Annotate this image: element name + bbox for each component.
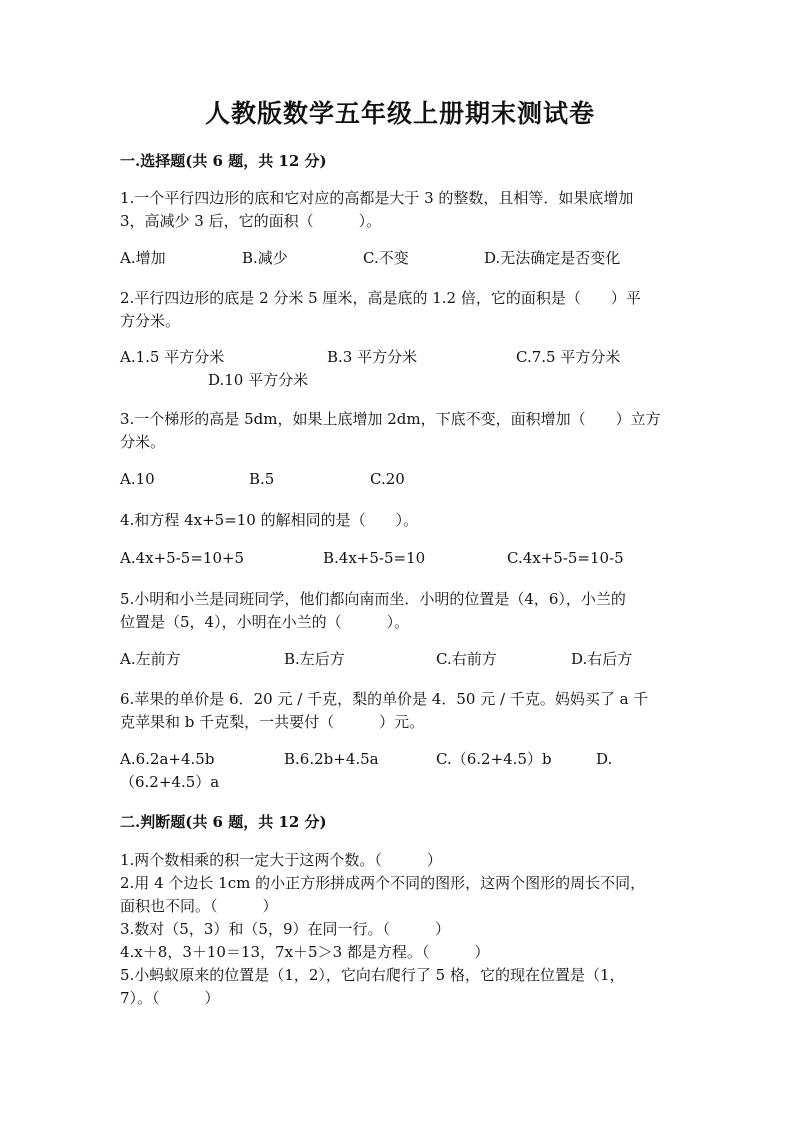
question-1-line-2: 3，高减少 3 后，它的面积（ ）。 [120,212,382,230]
section-heading-judgement: 二.判断题(共 6 题，共 12 分) [120,813,327,831]
judgement-line-7: 7）。（ ） [120,989,220,1007]
q4-option-a: A.4x+5-5=10+5 [120,549,245,567]
question-5 [120,588,685,634]
judgement-line-6: 5.小蚂蚁原来的位置是（1，2），它向右爬行了 5 格，它的现在位置是（1， [120,966,625,984]
q6-option-d-continued: （6.2+4.5）a [120,773,220,791]
q6-option-b: B.6.2b+4.5a [284,750,379,768]
question-5-line-2: 位置是（5，4），小明在小兰的（ ）。 [120,613,410,631]
page-title: 人教版数学五年级上册期末测试卷 [204,99,595,128]
question-2-line-1: 2.平行四边形的底是 2 分米 5 厘米，高是底的 1.2 倍，它的面积是（ ）平 [120,289,641,307]
question-6-line-2: 克苹果和 b 千克梨，一共要付（ ）元。 [120,713,425,731]
question-4-line-1: 4.和方程 4x+5=10 的解相同的是（ ）。 [120,511,419,529]
question-3 [120,408,685,454]
judgement-line-4: 3.数对（5，3）和（5，9）在同一行。（ ） [120,920,450,938]
q2-option-b: B.3 平方分米 [327,348,418,366]
q4-option-b: B.4x+5-5=10 [323,549,426,567]
q1-option-d: D.无法确定是否变化 [484,249,621,267]
judgement-line-2: 2.用 4 个边长 1cm 的小正方形拼成两个不同的图形，这两个图形的周长不同， [120,874,646,892]
question-2 [120,287,685,333]
q1-option-a: A.增加 [120,249,166,267]
q3-option-c: C.20 [370,470,405,488]
q5-option-c: C.右前方 [436,650,497,668]
q5-option-b: B.左后方 [284,650,345,668]
q3-option-b: B.5 [249,470,275,488]
q2-option-d: D.10 平方分米 [208,371,309,389]
question-1-line-1: 1.一个平行四边形的底和它对应的高都是大于 3 的整数，且相等．如果底增加 [120,189,634,207]
q1-option-c: C.不变 [363,249,409,267]
judgement-questions [120,849,685,1010]
q6-option-d: D. [596,750,613,768]
q5-option-a: A.左前方 [120,650,181,668]
question-6-line-1: 6.苹果的单价是 6．20 元 / 千克，梨的单价是 4．50 元 / 千克。妈妈买了 a 千 [120,690,649,708]
question-3-line-2: 分米。 [120,433,166,451]
q3-option-a: A.10 [120,470,155,488]
q1-option-b: B.减少 [242,249,288,267]
section-heading-choice: 一.选择题(共 6 题，共 12 分) [120,152,327,170]
question-4 [120,509,685,532]
q6-option-a: A.6.2a+4.5b [120,750,215,768]
question-1 [120,187,685,233]
q6-option-c: C.（6.2+4.5）b [436,750,552,768]
question-3-line-1: 3.一个梯形的高是 5dm，如果上底增加 2dm，下底不变，面积增加（ ）立方 [120,410,661,428]
q2-option-c: C.7.5 平方分米 [516,348,621,366]
q4-option-c: C.4x+5-5=10-5 [507,549,624,567]
judgement-line-3: 面积也不同。（ ） [120,897,278,915]
question-5-line-1: 5.小明和小兰是同班同学，他们都向南而坐．小明的位置是（4，6），小兰的 [120,590,626,608]
judgement-line-1: 1.两个数相乘的积一定大于这两个数。（ ） [120,851,442,869]
judgement-line-5: 4.x＋8，3＋10＝13，7x＋5＞3 都是方程。（ ） [120,943,490,961]
question-2-line-2: 方分米。 [120,312,181,330]
q5-option-d: D.右后方 [571,650,633,668]
question-6 [120,688,685,734]
q2-option-a: A.1.5 平方分米 [120,348,225,366]
